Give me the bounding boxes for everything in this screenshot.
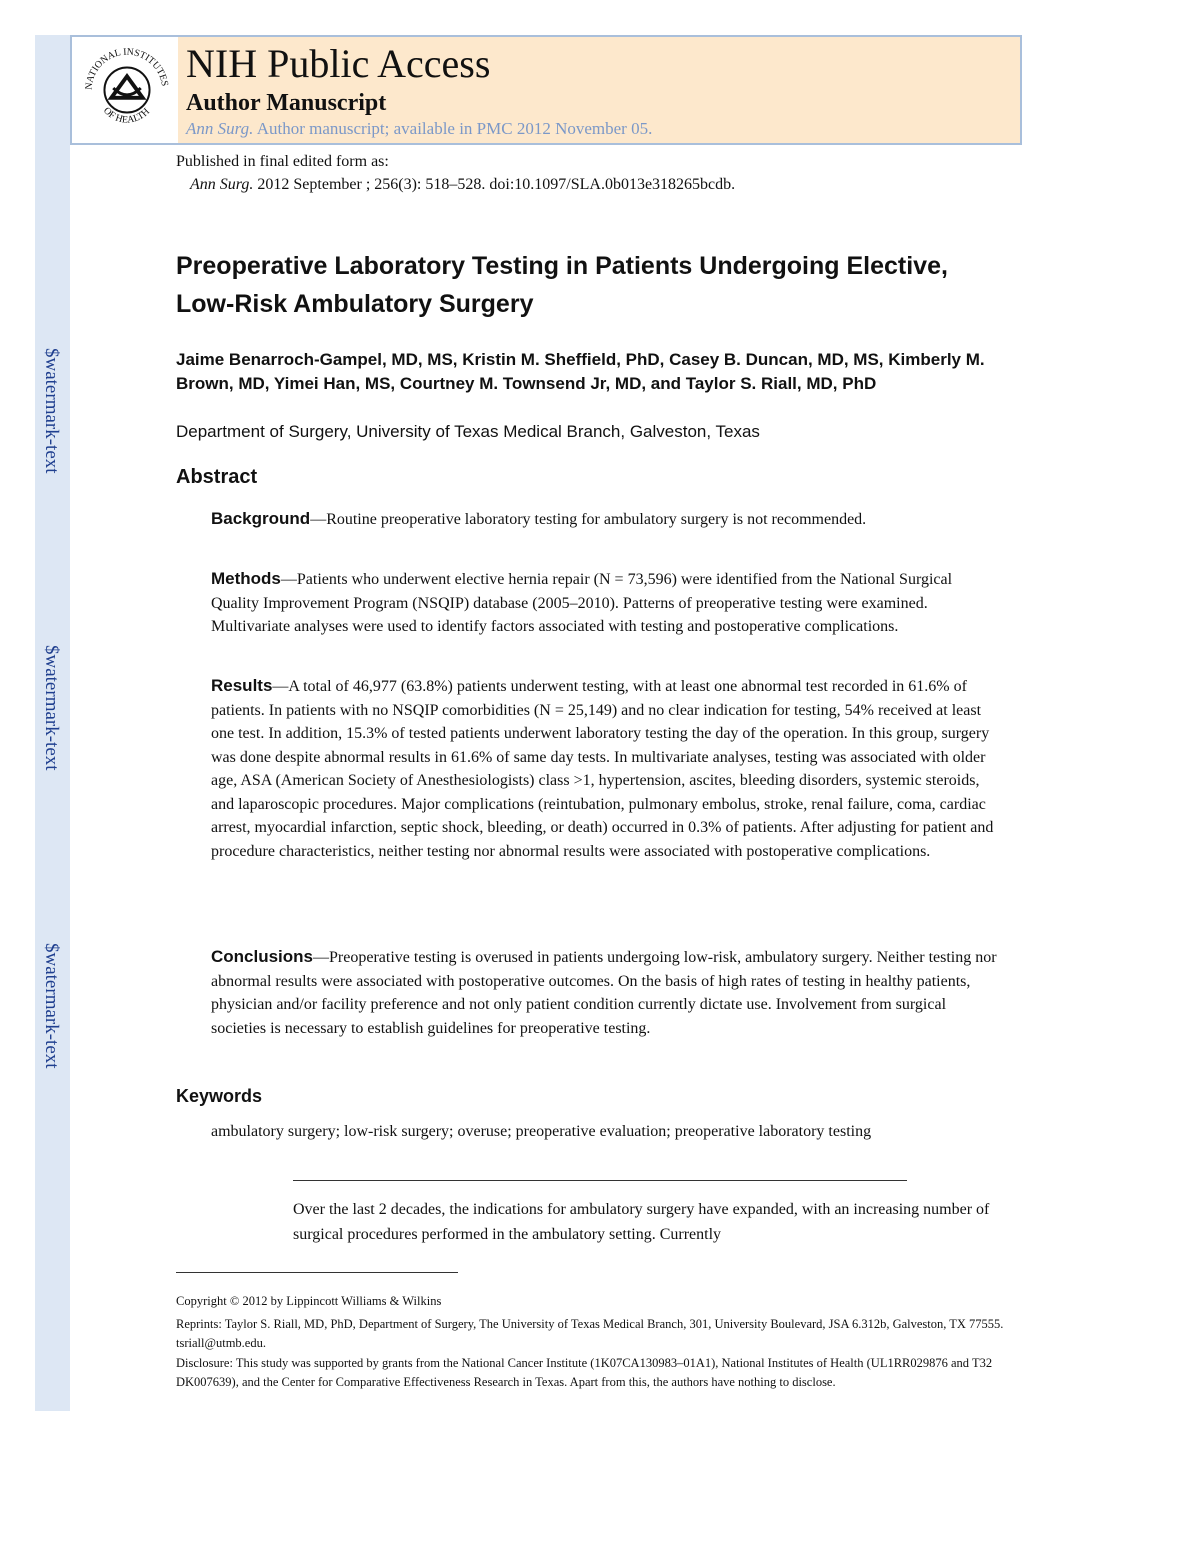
article-title: Preoperative Laboratory Testing in Patients Undergoing Elective, Low-Risk Ambulatory Surgery [176,252,948,318]
watermark-text: $watermark-text [41,645,62,771]
nih-logo-icon [78,41,176,139]
watermark-text: $watermark-text [41,348,62,474]
availability-text: Author manuscript; available in PMC 2012 November 05. [256,119,653,138]
section-text: —Preoperative testing is overused in patients undergoing low-risk, ambulatory surgery. Neither testing nor abnormal results were associated with postoperative outcomes. On the basis of high rates of testing in healthy patients, physician and/or facility preference and not only patient condition currently dictate use. Involvement from surgical societies is necessary to establish guidelines for preoperative testing. [211,949,997,1037]
citation-text: 2012 September ; 256(3): 518–528. doi:10.1097/SLA.0b013e318265bcdb. [257,176,736,193]
nih-header [70,35,1022,145]
section-text: —Patients who underwent elective hernia repair (N = 73,596) were identified from the National Surgical Quality Improvement Program (NSQIP) database (2005–2010). Patterns of preoperative testing were examined. Multivariate analyses were used to identify factors associated with testing and postoperative complications. [211,571,953,635]
reprints-note: Reprints: Taylor S. Riall, MD, PhD, Department of Surgery, The University of Texas Medical Branch, 301, University Boulevard, JSA 6.312b, Galveston, TX 77555. tsriall@utmb.edu. [176,1317,1004,1350]
keywords-heading: Keywords [176,1086,263,1106]
availability-line [186,117,652,141]
copyright-note: Copyright © 2012 by Lippincott Williams & Wilkins [176,1294,442,1308]
section-label: Conclusions [211,947,314,966]
keywords-text: ambulatory surgery; low-risk surgery; overuse; preoperative evaluation; preoperative laboratory testing [211,1123,872,1140]
abstract-background [211,507,1001,532]
abstract-conclusions [211,945,1001,1040]
footnote-divider [176,1272,458,1273]
author-list: Jaime Benarroch-Gampel, MD, MS, Kristin M. Sheffield, PhD, Casey B. Duncan, MD, MS, Kimberly M. Brown, MD, Yimei Han, MS, Courtney M. Townsend Jr, MD, and Taylor S. Riall, MD, PhD [176,350,985,393]
watermark-text: $watermark-text [41,943,62,1069]
abstract-methods [211,567,1001,639]
journal-name: Ann Surg. [186,119,254,138]
svg-text:OF HEALTH: OF HEALTH [100,105,152,126]
section-text: —Routine preoperative laboratory testing for ambulatory surgery is not recommended. [310,511,867,528]
abstract-heading: Abstract [176,466,258,488]
affiliation: Department of Surgery, University of Texas Medical Branch, Galveston, Texas [176,422,760,441]
nih-public-access-title: NIH Public Access [186,41,491,86]
citation-journal: Ann Surg. [190,176,254,193]
citation-line [190,175,735,195]
author-manuscript-label: Author Manuscript [186,90,387,116]
section-label: Results [211,676,273,695]
svg-text:NATIONAL INSTITUTES: NATIONAL INSTITUTES [83,46,171,91]
disclosure-note: Disclosure: This study was supported by grants from the National Cancer Institute (1K07CA130983–01A1), National Institutes of Health (UL1RR029876 and T32 DK007639), and the Center for Comparative Effectiveness Research in Texas. Apart from this, the authors have nothing to disclose. [176,1356,993,1389]
section-label: Methods [211,569,281,588]
section-label: Background [211,509,311,528]
abstract-results [211,674,1001,863]
section-divider [293,1180,907,1181]
published-label: Published in final edited form as: [176,153,389,170]
section-text: —A total of 46,977 (63.8%) patients underwent testing, with at least one abnormal test recorded in 61.6% of patients. In patients with no NSQIP comorbidities (N = 25,149) and no clear indication for testing, 54% received at least one test. In addition, 15.3% of tested patients underwent laboratory testing the day of the operation. In this group, surgery was done despite abnormal results in 61.6% of same day tests. In multivariate analyses, testing was associated with older age, ASA (American Society of Anesthesiologists) class >1, hypertension, ascites, bleeding disorders, systemic steroids, and laparoscopic procedures. Major complications (reintubation, pulmonary embolus, stroke, renal failure, coma, cardiac arrest, myocardial infarction, septic shock, bleeding, or death) occurred in 0.3% of patients. After adjusting for patient and procedure characteristics, neither testing nor abnormal results were associated with postoperative complications. [211,678,994,860]
body-paragraph: Over the last 2 decades, the indications for ambulatory surgery have expanded, with an increasing number of surgical procedures performed in the ambulatory setting. Currently [293,1201,990,1243]
